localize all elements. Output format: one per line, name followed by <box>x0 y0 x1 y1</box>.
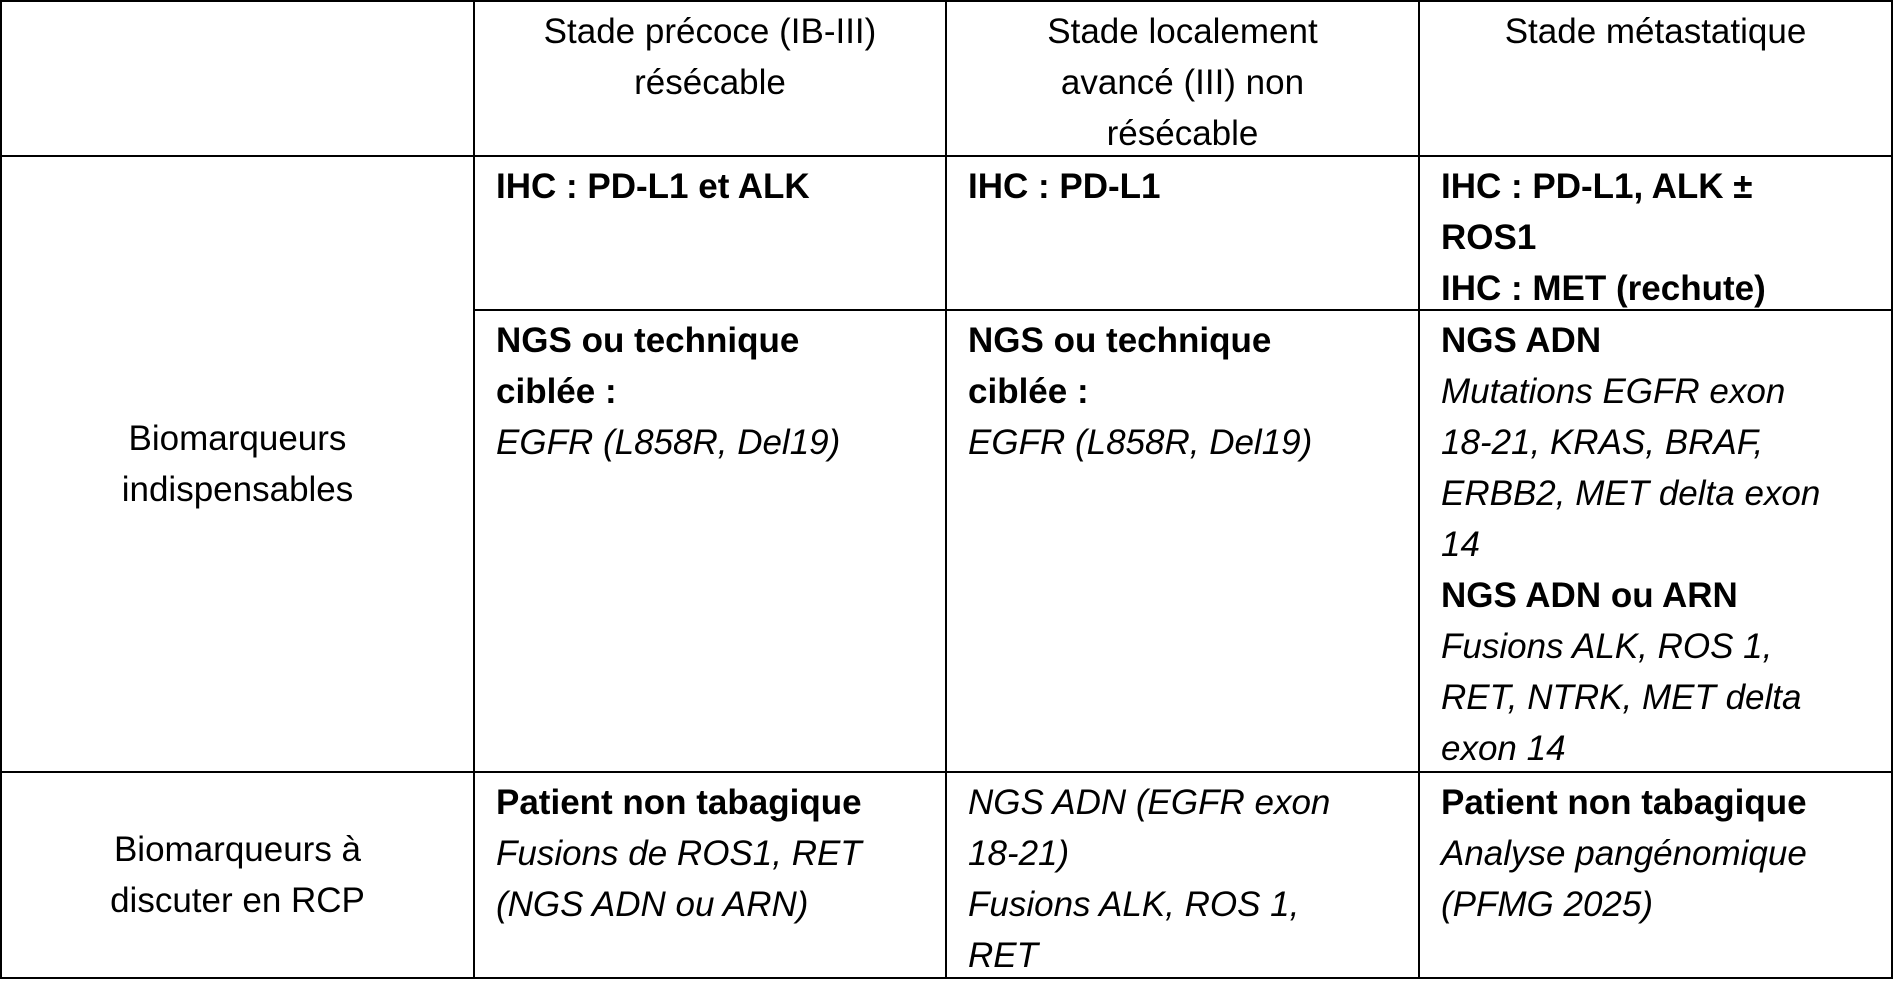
rcp-detail: (NGS ADN ou ARN) <box>496 885 809 924</box>
header-line: avancé (III) non <box>1060 63 1305 102</box>
rcp-detail: NGS ADN (EGFR exon <box>968 783 1331 822</box>
ihc-cell-locally-advanced <box>947 157 1418 309</box>
header-line: Stade précoce (IB-III) <box>543 12 877 51</box>
ihc-text: IHC : PD-L1, ALK ± <box>1441 167 1753 206</box>
rcp-heading: Patient non tabagique <box>1441 783 1807 822</box>
row-label-line: Biomarqueurs <box>128 419 347 458</box>
ngs-heading: NGS ADN ou ARN <box>1441 576 1738 615</box>
row-label-rcp <box>2 773 473 977</box>
ihc-text: ROS1 <box>1441 218 1537 257</box>
ngs-heading: ciblée : <box>496 372 617 411</box>
ngs-heading: NGS ou technique <box>496 321 800 360</box>
header-cell-early-stage <box>475 2 945 155</box>
row-label-indispensables <box>2 157 473 771</box>
rcp-cell-early <box>475 773 945 977</box>
ngs-detail: EGFR (L858R, Del19) <box>496 423 841 462</box>
header-line: Stade localement <box>1047 12 1318 51</box>
ngs-heading: NGS ADN <box>1441 321 1602 360</box>
header-line: résécable <box>634 63 786 102</box>
row-label-line: Biomarqueurs à <box>113 830 362 869</box>
ngs-detail: Mutations EGFR exon <box>1441 372 1786 411</box>
ngs-detail: 14 <box>1441 525 1480 564</box>
rcp-detail: Fusions de ROS1, RET <box>496 834 862 873</box>
rcp-cell-metastatic <box>1420 773 1891 977</box>
ihc-cell-early <box>475 157 945 309</box>
ngs-detail: exon 14 <box>1441 729 1566 768</box>
row-label-line: discuter en RCP <box>110 881 365 920</box>
ngs-detail: Fusions ALK, ROS 1, <box>1441 627 1773 666</box>
ngs-heading: ciblée : <box>968 372 1089 411</box>
ihc-text: IHC : PD-L1 et ALK <box>496 167 810 206</box>
ngs-cell-metastatic <box>1420 311 1891 771</box>
ngs-cell-locally-advanced <box>947 311 1418 771</box>
ngs-detail: EGFR (L858R, Del19) <box>968 423 1313 462</box>
rcp-detail: Analyse pangénomique <box>1441 834 1807 873</box>
rcp-heading: Patient non tabagique <box>496 783 862 822</box>
ngs-detail: 18-21, KRAS, BRAF, <box>1441 423 1764 462</box>
ihc-text: IHC : MET (rechute) <box>1441 269 1766 308</box>
row-label-line: indispensables <box>121 470 354 509</box>
header-cell-locally-advanced <box>947 2 1418 155</box>
ihc-cell-metastatic <box>1420 157 1891 309</box>
ngs-heading: NGS ou technique <box>968 321 1272 360</box>
header-line: résécable <box>1106 114 1259 153</box>
rcp-detail: RET <box>968 936 1038 975</box>
ngs-cell-early <box>475 311 945 771</box>
rcp-detail: (PFMG 2025) <box>1441 885 1653 924</box>
rcp-detail: Fusions ALK, ROS 1, <box>968 885 1300 924</box>
rcp-detail: 18-21) <box>968 834 1070 873</box>
ihc-text: IHC : PD-L1 <box>968 167 1161 206</box>
header-cell-metastatic <box>1420 2 1891 155</box>
header-line: Stade métastatique <box>1504 12 1807 51</box>
rcp-cell-locally-advanced <box>947 773 1418 977</box>
ngs-detail: RET, NTRK, MET delta <box>1441 678 1802 717</box>
ngs-detail: ERBB2, MET delta exon <box>1441 474 1821 513</box>
